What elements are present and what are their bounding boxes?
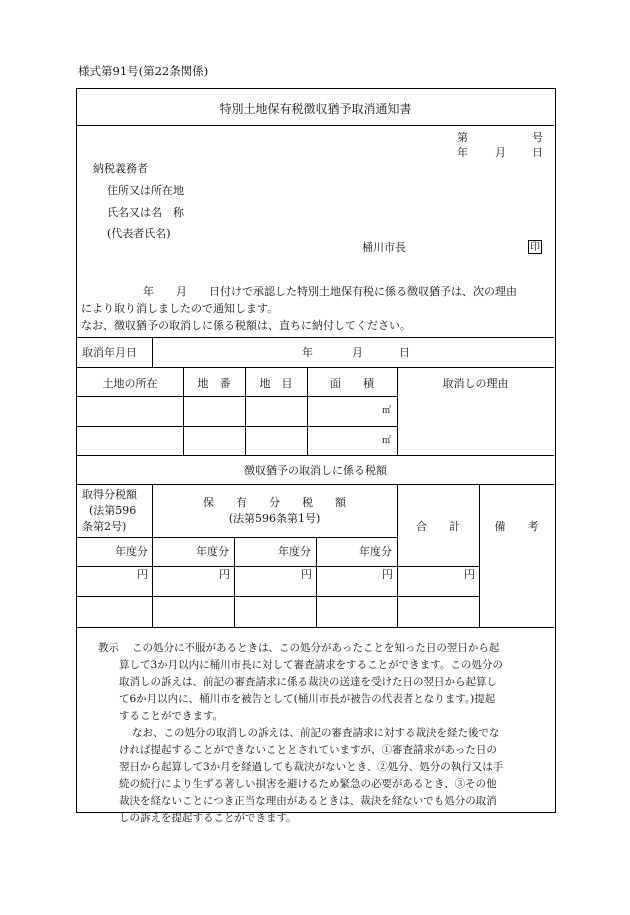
cancel-date-month: 月 [352, 346, 363, 359]
seal-icon: 印 [530, 242, 540, 253]
cancel-date-year: 年 [302, 346, 313, 359]
fy-2: 年度分 [196, 545, 229, 558]
body-line-3: なお、徴収猶予の取消しに係る税額は、直ちに納付してください。 [81, 319, 411, 332]
total-label: 合 計 [416, 520, 460, 533]
yen-1: 円 [137, 568, 148, 581]
notice-line-11: しの訴えを提起することができます。 [119, 812, 297, 824]
notice-label: 教示 [98, 642, 119, 654]
yen-4: 円 [382, 568, 393, 581]
yen-2: 円 [219, 568, 230, 581]
acquisition-tax-law-1: (法第596 [89, 504, 137, 517]
notice-line-6: なお、この処分の取消しの訴えは、前記の審査請求に対する裁決を経た後でな [132, 727, 500, 739]
address-label: 住所又は所在地 [107, 184, 184, 197]
tax-section-title: 徴収猶予の取消しに係る税額 [244, 464, 387, 477]
area-unit-1: ㎡ [382, 406, 392, 416]
form-number: 様式第91号(第22条関係) [78, 64, 209, 78]
doc-number-prefix: 第 [457, 131, 468, 144]
header-land-category: 地 目 [259, 377, 293, 390]
notice-line-5: することができます。 [119, 710, 224, 722]
date-month: 月 [495, 146, 506, 159]
taxpayer-heading: 納税義務者 [93, 162, 148, 175]
area-unit-2: ㎡ [382, 436, 392, 446]
acquisition-tax-law-2: 条第2号) [82, 520, 127, 533]
cancel-date-label: 取消年月日 [82, 346, 137, 359]
fy-1: 年度分 [115, 545, 148, 558]
fy-4: 年度分 [359, 545, 392, 558]
holding-tax-law: (法第596条第1号) [228, 512, 321, 525]
date-year: 年 [457, 146, 468, 159]
header-location: 土地の所在 [102, 377, 158, 390]
fy-3: 年度分 [278, 545, 311, 558]
notice-line-10: 裁決を経ないことにつき正当な理由があるときは、裁決を経ないでも処分の取消 [119, 795, 497, 807]
name-label: 氏名又は名 称 [107, 206, 184, 219]
yen-3: 円 [301, 568, 312, 581]
form-title: 特別土地保有税徴収猶予取消通知書 [219, 102, 412, 116]
yen-5: 円 [464, 568, 475, 581]
issuer: 桶川市長 [362, 241, 406, 254]
holding-tax-label: 保 有 分 税 額 [203, 496, 346, 509]
header-reason: 取消しの理由 [442, 377, 509, 390]
title-divider [77, 125, 554, 126]
body-line-2: により取り消しましたので通知します。 [81, 302, 279, 315]
notice-line-8: 翌日から起算して3か月を経過しても裁決がないとき、②処分、処分の執行又は手 [119, 761, 504, 773]
representative-label: (代表者氏名) [107, 227, 171, 240]
header-lot-number: 地 番 [197, 377, 231, 390]
acquisition-tax-label: 取得分税額 [82, 488, 137, 501]
notice-line-7: ければ提起することができないこととされていますが、①審査請求があった日の [119, 744, 497, 756]
notice-line-4: て6か月以内に、桶川市を被告として(桶川市長が被告の代表者となります。)提起 [119, 693, 496, 705]
notice-form [76, 88, 556, 824]
notice-line-9: 続の続行により生ずる著しい損害を避けるため緊急の必要があるとき、③その他 [119, 778, 497, 790]
date-day: 日 [532, 146, 543, 159]
header-area: 面 積 [330, 377, 374, 390]
body-line-1: 年 月 日付けで承認した特別土地保有税に係る徴収猶予は、次の理由 [143, 285, 517, 298]
notice-line-2: 算して3か月以内に桶川市長に対して審査請求をすることができます。この処分の [119, 659, 503, 671]
notice-line-1: この処分に不服があるときは、この処分があったことを知った日の翌日から起 [132, 642, 500, 654]
notice-line-3: 取消しの訴えは、前記の審査請求に係る裁決の送達を受けた日の翌日から起算し [119, 676, 497, 688]
cancel-date-day: 日 [399, 346, 410, 359]
remarks-label: 備 考 [494, 520, 539, 533]
doc-number-suffix: 号 [532, 131, 543, 144]
